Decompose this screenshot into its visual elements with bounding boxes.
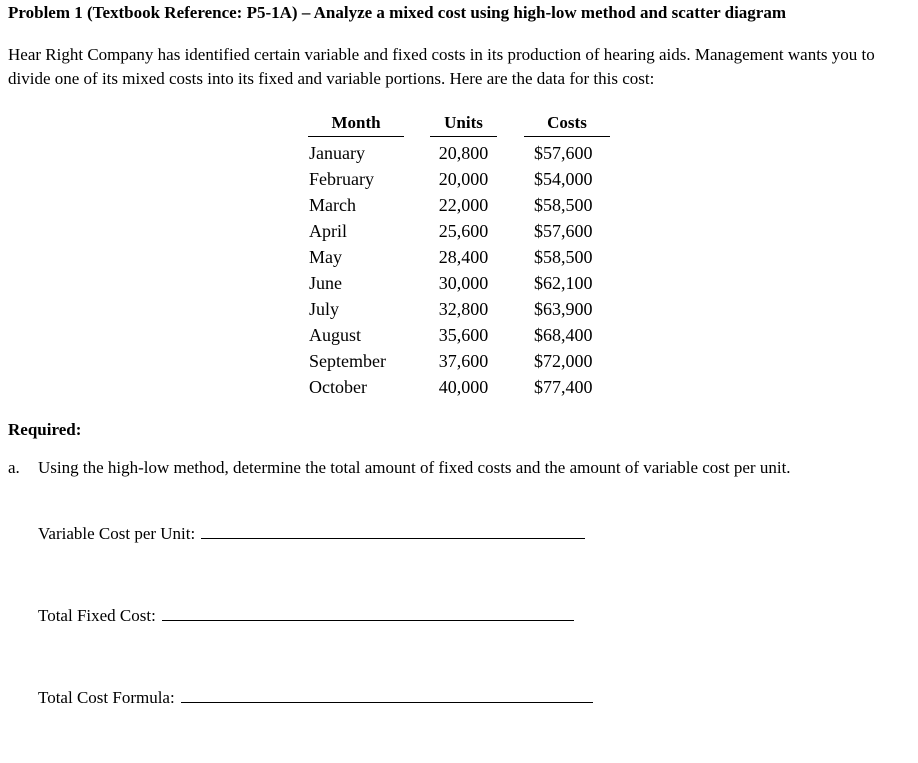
month-cell: March (309, 195, 356, 215)
required-heading: Required: (8, 420, 82, 439)
costs-cell: $77,400 (534, 377, 593, 397)
month-cells (308, 140, 404, 400)
costs-cell: $68,400 (534, 325, 593, 345)
month-cell: January (309, 143, 365, 163)
month-cell: October (309, 377, 367, 397)
units-header: Units (430, 112, 497, 137)
units-cell: 22,000 (438, 195, 489, 215)
problem-title: Problem 1 (Textbook Reference: P5-1A) – Analyze a mixed cost using high-low method and scatter diagram (8, 3, 787, 22)
costs-cell: $57,600 (534, 221, 593, 241)
units-cell: 30,000 (438, 273, 489, 293)
variable-cost-blank[interactable] (201, 537, 585, 539)
costs-cell: $58,500 (534, 247, 593, 267)
fixed-cost-blank[interactable] (162, 619, 574, 621)
fixed-cost-answer (38, 606, 574, 626)
costs-cell: $63,900 (534, 299, 593, 319)
problem-intro: Hear Right Company has identified certain variable and fixed costs in its production of hearing aids. Management wants you to divide one of its mixed costs into its fixed and variable portions. Here are the data for this cost: (8, 45, 875, 88)
units-cell: 37,600 (438, 351, 489, 371)
month-cell: May (309, 247, 342, 267)
units-cell: 32,800 (438, 299, 489, 319)
month-cell: July (309, 299, 340, 319)
month-column (308, 112, 404, 400)
variable-cost-answer (38, 524, 585, 544)
part-a-marker: a. (8, 458, 20, 477)
costs-cells (524, 140, 610, 400)
fixed-cost-label: Total Fixed Cost: (38, 606, 156, 625)
month-cell: June (309, 273, 342, 293)
cost-formula-label: Total Cost Formula: (38, 688, 175, 707)
costs-column (524, 112, 610, 400)
month-cell: August (309, 325, 362, 345)
units-cells (430, 140, 497, 400)
month-header: Month (308, 112, 404, 137)
part-a-text: Using the high-low method, determine the total amount of fixed costs and the amount of variable cost per unit. (38, 458, 791, 477)
month-cell: April (309, 221, 347, 241)
units-cell: 40,000 (438, 377, 489, 397)
cost-formula-answer (38, 688, 593, 708)
costs-cell: $72,000 (534, 351, 593, 371)
costs-header: Costs (524, 112, 610, 137)
costs-cell: $54,000 (534, 169, 593, 189)
units-cell: 35,600 (438, 325, 489, 345)
units-column (430, 112, 497, 400)
units-cell: 25,600 (438, 221, 489, 241)
variable-cost-label: Variable Cost per Unit: (38, 524, 196, 543)
month-cell: September (309, 351, 386, 371)
units-cell: 28,400 (438, 247, 489, 267)
costs-cell: $58,500 (534, 195, 593, 215)
units-cell: 20,800 (438, 143, 489, 163)
cost-formula-blank[interactable] (181, 701, 593, 703)
units-cell: 20,000 (438, 169, 489, 189)
costs-cell: $57,600 (534, 143, 593, 163)
month-cell: February (309, 169, 374, 189)
part-a-question (8, 458, 791, 478)
costs-cell: $62,100 (534, 273, 593, 293)
